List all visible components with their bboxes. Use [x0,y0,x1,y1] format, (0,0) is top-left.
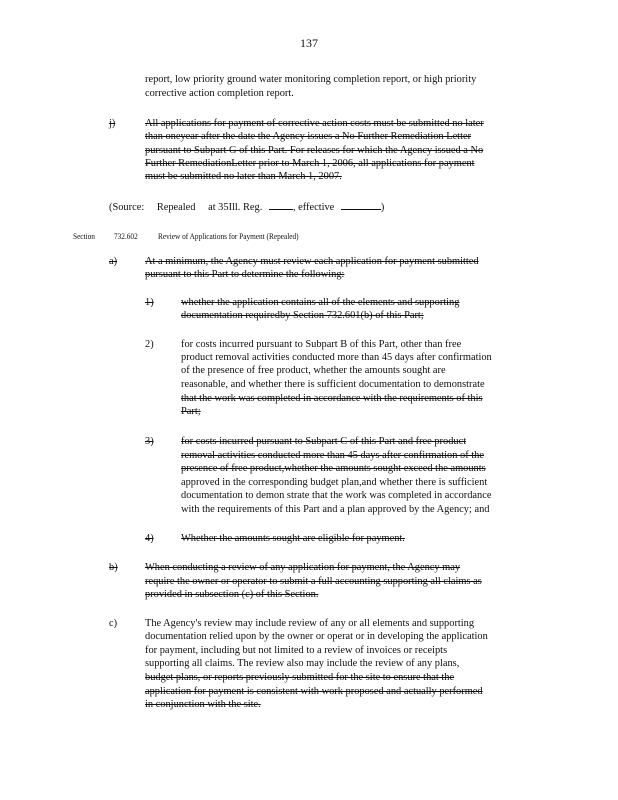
item-j-line: All applications for payment of corrective action costs must be submitted no later [145,118,484,129]
effective-date-blank [341,199,381,210]
subitem-1-line: documentation requiredby Section 732.601(b) of this Part; [181,310,424,321]
subitem-2-label: 2) [145,339,154,350]
source-open: (Source: [109,202,145,213]
register-blank [269,199,293,210]
subitem-4-line: Whether the amounts sought are eligible for payment. [181,533,405,544]
subitem-4-label: 4) [145,533,154,544]
item-c-line: The Agency's review may include review of any or all elements and supporting [145,618,475,629]
item-c-line: documentation relied upon by the owner or operat or in developing the application [145,631,488,642]
item-j-line: must be submitted no later than March 1, 2007. [145,171,342,182]
subitem-3-line: approved in the corresponding budget plan,and whether there is sufficient [181,477,488,488]
subitem-2-struck-line: Part; [181,406,201,417]
item-j-line: pursuant to Subpart G of this Part. For releases for which the Agency issued a No [145,145,484,156]
item-j-line: Further RemediationLetter prior to March 1, 2006, all applications for payment [145,158,475,169]
item-c-struck-line: application for payment is consistent with work proposed and actually performed [145,686,483,697]
section-number: 732.602 [114,231,138,241]
item-a-line: pursuant to this Part to determine the following: [145,269,345,280]
subitem-3-struck-line: removal activities conducted more than 45 days after confirmation of the [181,450,484,461]
item-b-line: require the owner or operator to submit a full accounting supporting all claims as [145,576,482,587]
continuation-line: report, low priority ground water monitoring completion report, or high priority [145,74,477,85]
item-b-line: When conducting a review of any application for payment, the Agency may [145,562,461,573]
item-c-line: supporting all claims. The review also may include the review of any plans, [145,658,460,669]
subitem-3-struck-line: for costs incurred pursuant to Subpart C of this Part and free product [181,436,467,447]
subitem-3-label: 3) [145,436,154,447]
item-j-label: j) [109,118,116,129]
section-title: Review of Applications for Payment (Repealed) [158,231,299,241]
source-register: at 35Ill. Reg. [208,202,263,213]
subitem-3-line: documentation to demon strate that the work was completed in accordance [181,490,492,501]
source-close: ) [380,202,385,213]
source-note [109,199,384,214]
item-c-struck-line: in conjunction with the site. [145,699,261,710]
item-c-struck-line: budget plans, or reports previously submitted for the site to ensure that the [145,672,455,683]
subitem-1-line: whether the application contains all of the elements and supporting [181,297,460,308]
subitem-2-struck-line: that the work was completed in accordance with the requirements of this [181,393,483,404]
item-b-line: provided in subsection (c) of this Section. [145,589,319,600]
item-j-line: than oneyear after the date the Agency issues a No Further Remediation Letter [145,131,472,142]
subitem-3-line: with the requirements of this Part and a plan approved by the Agency; and [181,504,490,515]
item-c-label: c) [109,618,118,629]
subitem-3-struck-line: presence of free product,whether the amounts sought exceed the amounts [181,463,486,474]
subitem-2-line: for costs incurred pursuant to Subpart B of this Part, other than free [181,339,462,350]
subitem-2-line: product removal activities conducted more than 45 days after confirmation [181,352,492,363]
item-a-line: At a minimum, the Agency must review each application for payment submitted [145,256,479,267]
section-label: Section [73,231,95,241]
subitem-2-line: of the presence of free product, whether the amounts sought are [181,365,446,376]
item-a-label: a) [109,256,118,267]
continuation-line: corrective action completion report. [145,88,294,99]
source-repealed: Repealed [156,202,196,213]
subitem-2-line: reasonable, and whether there is sufficient documentation to demonstrate [181,379,485,390]
item-b-label: b) [109,562,118,573]
source-effective: , effective [292,202,335,213]
page-number: 137 [300,36,318,50]
item-c-line: for payment, including but not limited to a review of invoices or receipts [145,645,448,656]
subitem-1-label: 1) [145,297,154,308]
